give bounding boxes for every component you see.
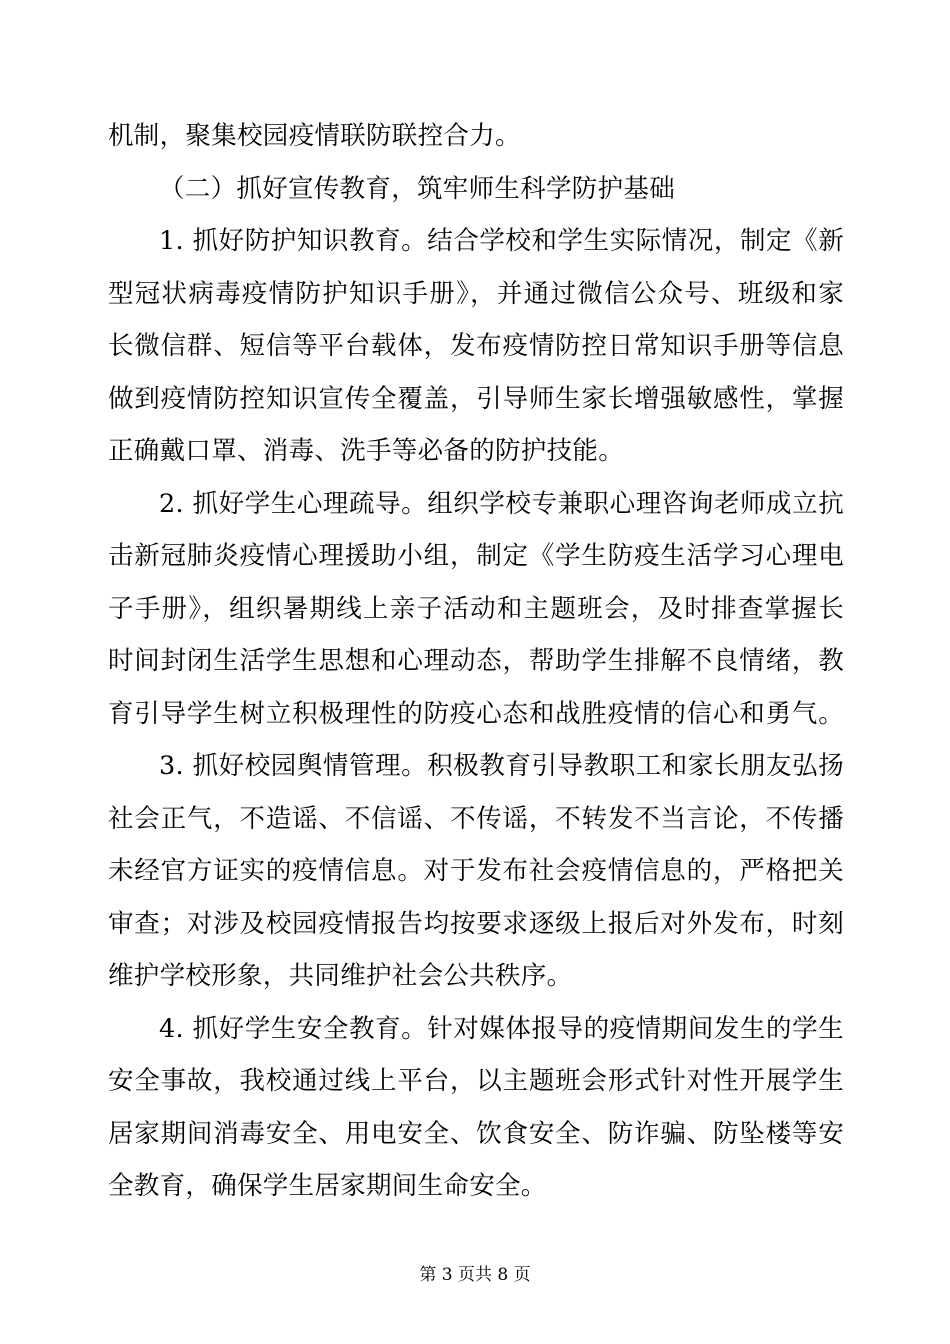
paragraph-line: 居家期间消毒安全、用电安全、饮食安全、防诈骗、防坠楼等安 bbox=[108, 1119, 844, 1149]
paragraph-line: 时间封闭生活学生思想和心理动态，帮助学生排解不良情绪，教 bbox=[108, 646, 844, 676]
section-heading: （二）抓好宣传教育，筑牢师生科学防护基础 bbox=[159, 174, 676, 204]
paragraph-line: 机制，聚集校园疫情联防联控合力。 bbox=[108, 121, 521, 151]
page-number-footer: 第 3 页共 8 页 bbox=[419, 1265, 531, 1285]
paragraph-line: 育引导学生树立积极理性的防疫心态和战胜疫情的信心和勇气。 bbox=[108, 699, 844, 729]
paragraph-line: 2. 抓好学生心理疏导。组织学校专兼职心理咨询老师成立抗 bbox=[159, 489, 844, 519]
paragraph-line: 未经官方证实的疫情信息。对于发布社会疫情信息的，严格把关 bbox=[108, 856, 844, 886]
paragraph-line: 正确戴口罩、消毒、洗手等必备的防护技能。 bbox=[108, 436, 625, 466]
paragraph-line: 3. 抓好校园舆情管理。积极教育引导教职工和家长朋友弘扬 bbox=[159, 751, 844, 781]
paragraph-line: 型冠状病毒疫情防护知识手册》，并通过微信公众号、班级和家 bbox=[108, 279, 844, 309]
paragraph-line: 社会正气，不造谣、不信谣、不传谣，不转发不当言论，不传播 bbox=[108, 804, 844, 834]
paragraph-line: 全教育，确保学生居家期间生命安全。 bbox=[108, 1171, 547, 1201]
paragraph-line: 审查；对涉及校园疫情报告均按要求逐级上报后对外发布，时刻 bbox=[108, 909, 844, 939]
paragraph-line: 安全事故，我校通过线上平台，以主题班会形式针对性开展学生 bbox=[108, 1066, 844, 1096]
paragraph-line: 做到疫情防控知识宣传全覆盖，引导师生家长增强敏感性，掌握 bbox=[108, 384, 844, 414]
paragraph-line: 长微信群、短信等平台载体，发布疫情防控日常知识手册等信息 bbox=[108, 331, 844, 361]
paragraph-line: 击新冠肺炎疫情心理援助小组，制定《学生防疫生活学习心理电 bbox=[108, 541, 844, 571]
paragraph-line: 子手册》，组织暑期线上亲子活动和主题班会，及时排查掌握长 bbox=[108, 594, 844, 624]
paragraph-line: 维护学校形象，共同维护社会公共秩序。 bbox=[108, 961, 573, 991]
paragraph-line: 1. 抓好防护知识教育。结合学校和学生实际情况，制定《新 bbox=[159, 226, 844, 256]
paragraph-line: 4. 抓好学生安全教育。针对媒体报导的疫情期间发生的学生 bbox=[159, 1014, 844, 1044]
